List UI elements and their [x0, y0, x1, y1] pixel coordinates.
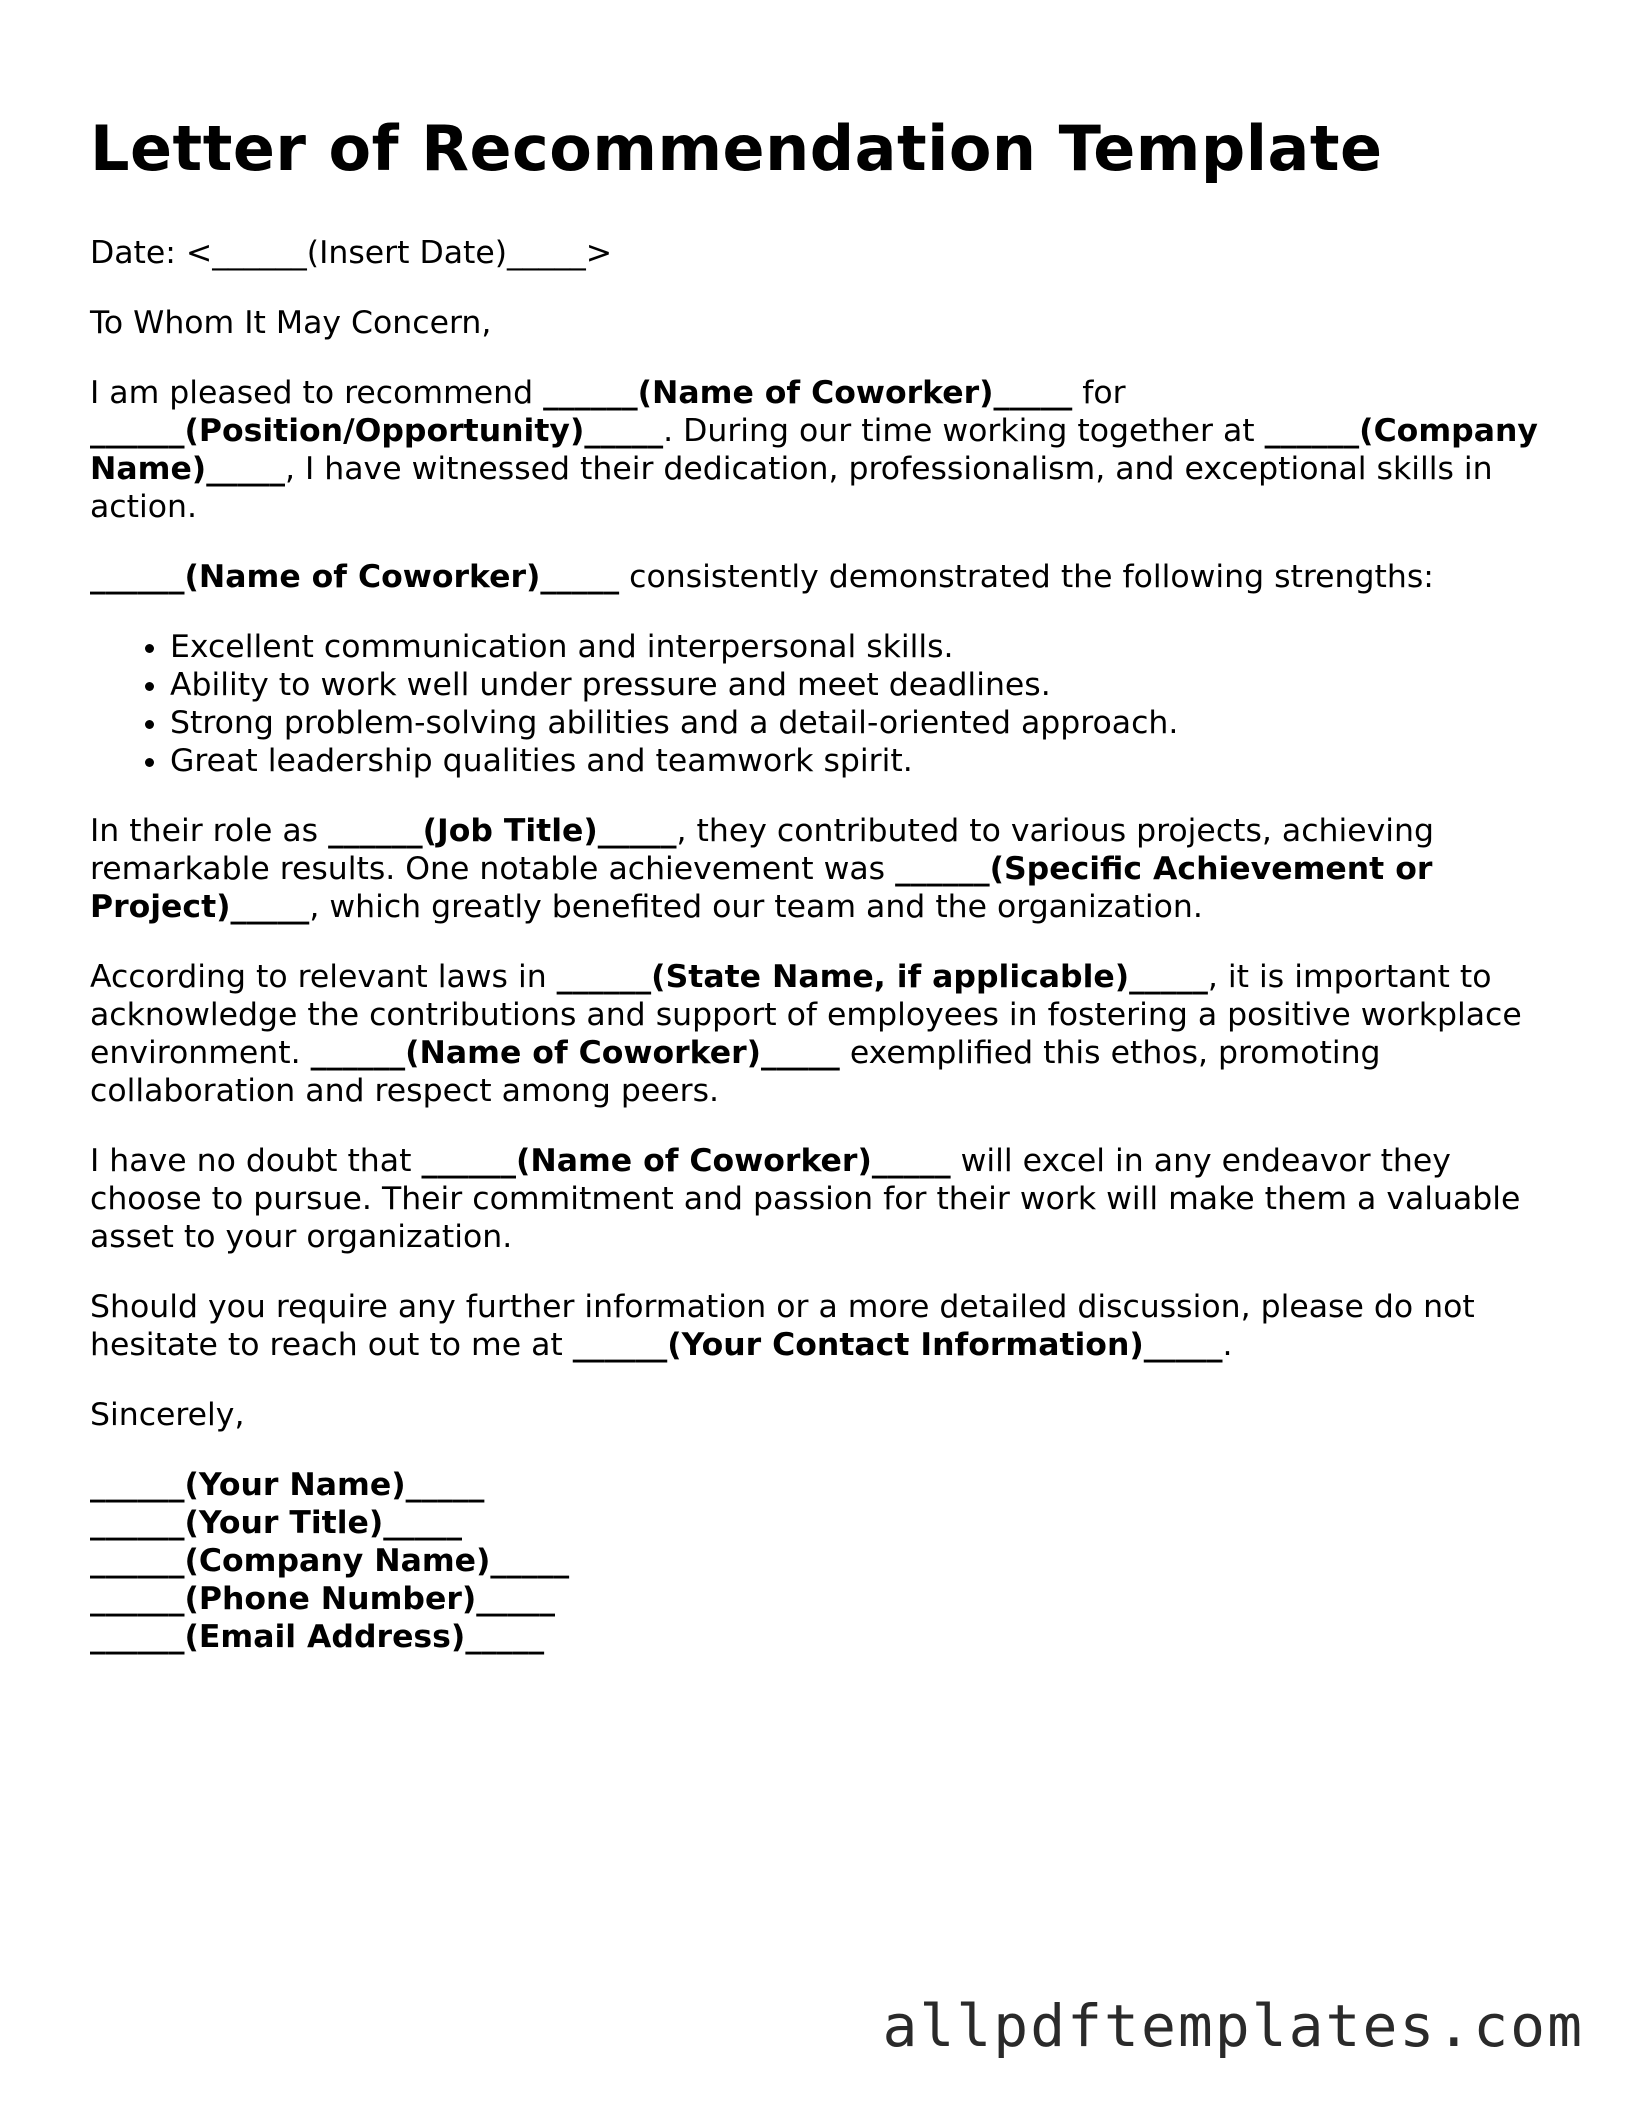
intro-text-2: for	[1072, 375, 1126, 412]
date-line: Date: <______(Insert Date)_____>	[90, 235, 613, 272]
excel-text-1: I have no doubt that	[90, 1143, 422, 1180]
achievement-placeholder: ______(Specific Achievement or Project)_____	[90, 851, 1433, 926]
role-text-2: , they contributed to various projects, achieving remarkable results. One notable achievement was	[90, 813, 1434, 888]
laws-text-2: , it is important to acknowledge the contributions and support of employees in fostering a positive workplace environment.	[90, 959, 1522, 1072]
strengths-intro-text: consistently demonstrated the following strengths:	[619, 559, 1434, 596]
closing: Sincerely,	[90, 1397, 245, 1434]
letter-page	[90, 112, 1560, 1656]
laws-text-1: According to relevant laws in	[90, 959, 557, 996]
job-title-placeholder: ______(Job Title)_____	[328, 813, 677, 850]
signature-email: ______(Email Address)_____	[90, 1619, 545, 1656]
state-name-placeholder: ______(State Name, if applicable)_____	[556, 959, 1208, 996]
intro-text-4: , I have witnessed their dedication, professionalism, and exceptional skills in action.	[90, 451, 1493, 526]
intro-text-1: I am pleased to recommend	[90, 375, 544, 412]
contact-text-1: Should you require any further information or a more detailed discussion, please do not hesitate to reach out to me at	[90, 1289, 1475, 1364]
coworker-name-placeholder: ______(Name of Coworker)_____	[421, 1143, 951, 1180]
contact-info-placeholder: ______(Your Contact Information)_____	[572, 1327, 1223, 1364]
coworker-name-placeholder: ______(Name of Coworker)_____	[543, 375, 1073, 412]
strengths-intro-paragraph	[90, 558, 1560, 596]
role-paragraph	[90, 812, 1560, 926]
contact-text-2: .	[1222, 1327, 1233, 1364]
coworker-name-placeholder: ______(Name of Coworker)_____	[90, 559, 620, 596]
signature-name: ______(Your Name)_____	[90, 1467, 485, 1504]
laws-text-3: exemplified this ethos, promoting collaboration and respect among peers.	[90, 1035, 1381, 1110]
excel-text-2: will excel in any endeavor they choose to pursue. Their commitment and passion for their work will make them a valuable asset to your organization.	[90, 1143, 1521, 1256]
coworker-name-placeholder: ______(Name of Coworker)_____	[310, 1035, 840, 1072]
intro-text-3: . During our time working together at	[663, 413, 1265, 450]
signature-phone: ______(Phone Number)_____	[90, 1581, 556, 1618]
watermark: allpdftemplates.com	[882, 1992, 1584, 2060]
laws-paragraph	[90, 958, 1560, 1110]
intro-paragraph	[90, 374, 1560, 526]
list-item: • Ability to work well under pressure and meet deadlines.	[170, 666, 1560, 704]
signature-company: ______(Company Name)_____	[90, 1543, 570, 1580]
signature-title: ______(Your Title)_____	[90, 1505, 463, 1542]
page-title: Letter of Recommendation Template	[90, 112, 1383, 185]
role-text-3: , which greatly benefited our team and the organization.	[309, 889, 1203, 926]
position-placeholder: ______(Position/Opportunity)_____	[90, 413, 664, 450]
role-text-1: In their role as	[90, 813, 329, 850]
list-item: • Excellent communication and interpersonal skills.	[170, 628, 1560, 666]
signature-block	[90, 1466, 1560, 1656]
strengths-list	[90, 628, 1560, 780]
company-name-placeholder: ______(Company Name)_____	[90, 413, 1538, 488]
salutation: To Whom It May Concern,	[90, 305, 492, 342]
list-item: • Strong problem-solving abilities and a detail-oriented approach.	[170, 704, 1560, 742]
excel-paragraph	[90, 1142, 1560, 1256]
list-item: • Great leadership qualities and teamwork spirit.	[170, 742, 1560, 780]
contact-paragraph	[90, 1288, 1560, 1364]
